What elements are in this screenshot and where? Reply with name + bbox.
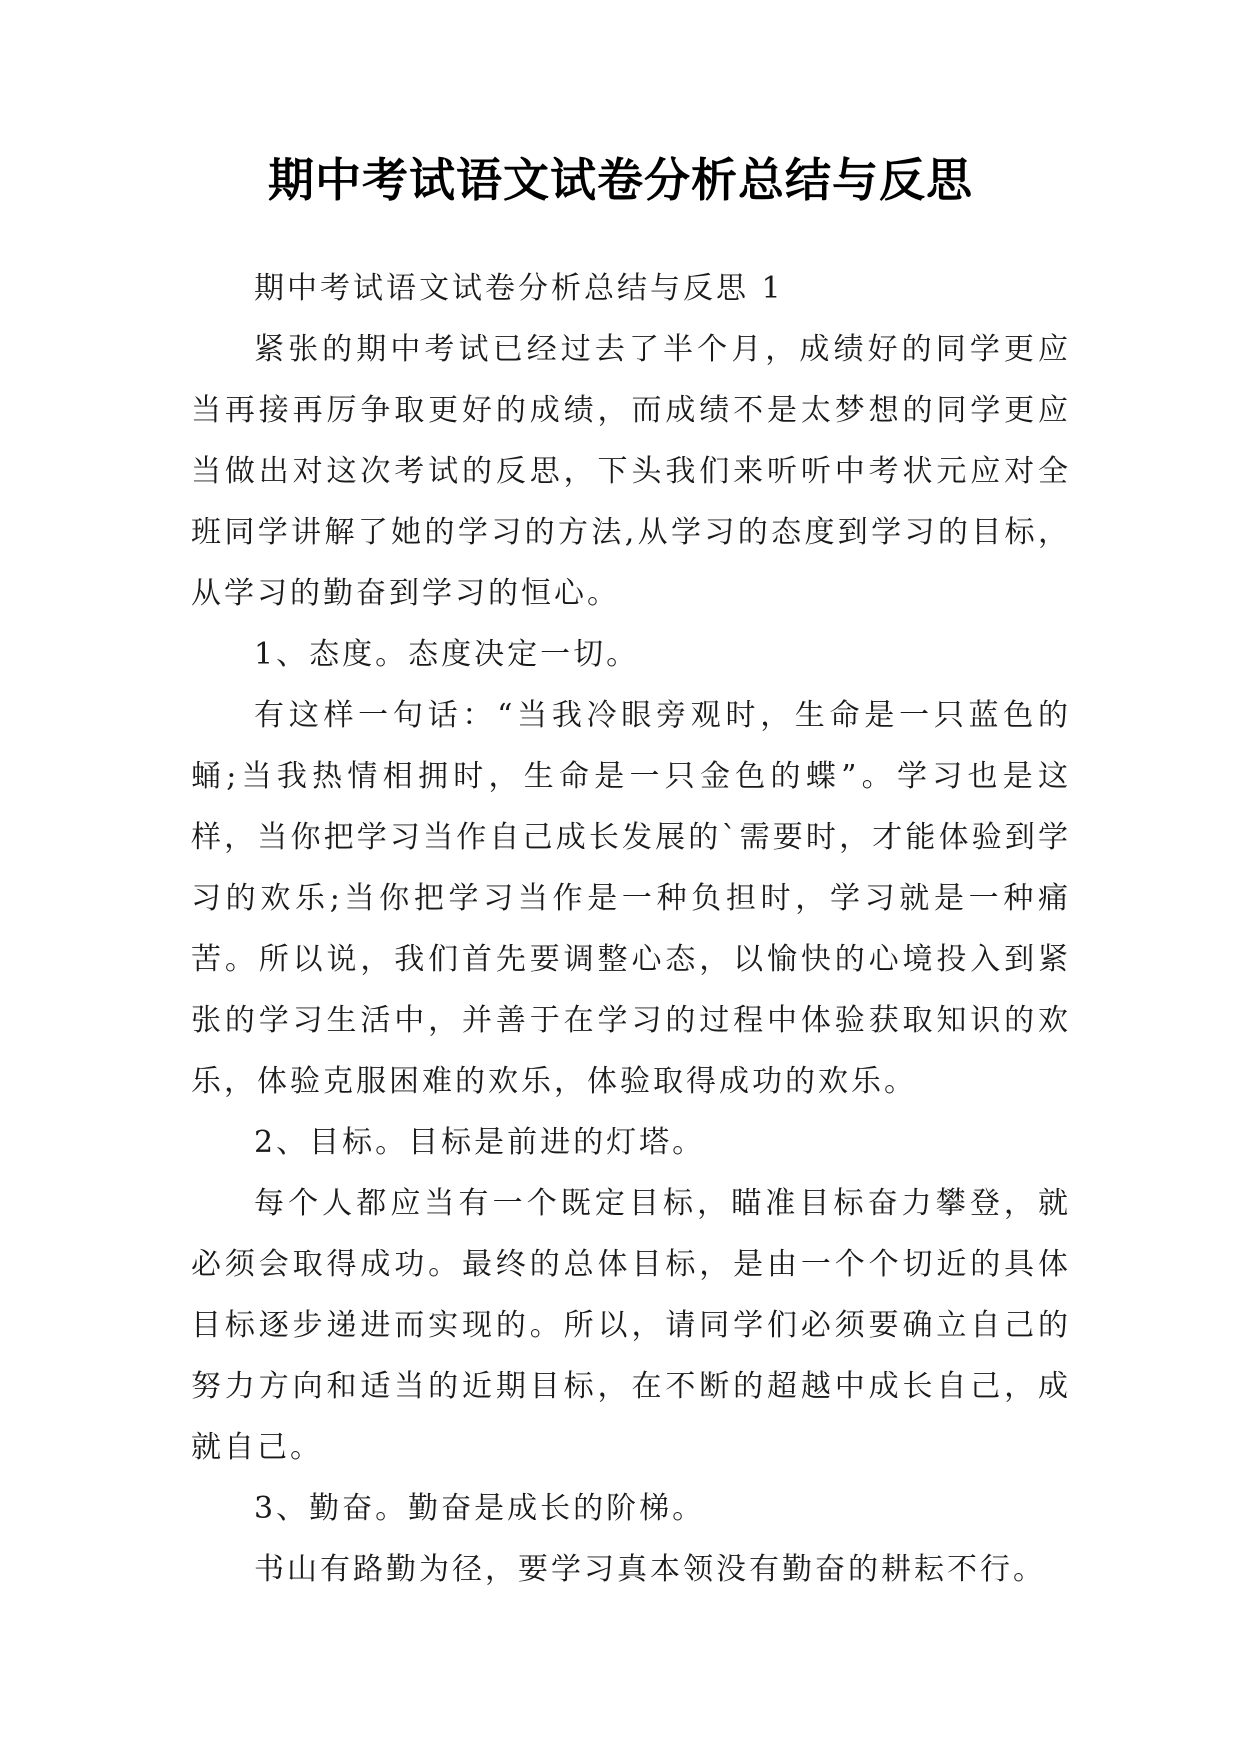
paragraph-intro: 紧张的期中考试已经过去了半个月，成绩好的同学更应当再接再厉争取更好的成绩，而成绩不是太梦想的同学更应当做出对这次考试的反思，下头我们来听听中考状元应对全班同学讲解了她的学习的方法,从学习的态度到学习的目标，从学习的勤奋到学习的恒心。: [191, 332, 1071, 611]
document-body: [191, 258, 1071, 1600]
paragraph-subtitle: 期中考试语文试卷分析总结与反思 1: [254, 271, 784, 306]
section-heading-attitude: 1、态度。态度决定一切。: [254, 637, 640, 672]
document-title: 期中考试语文试卷分析总结与反思: [268, 153, 973, 207]
section-heading-goal: 2、目标。目标是前进的灯塔。: [254, 1125, 706, 1160]
section-heading-diligence: 3、勤奋。勤奋是成长的阶梯。: [254, 1491, 706, 1526]
paragraph-goal: 每个人都应当有一个既定目标，瞄准目标奋力攀登，就必须会取得成功。最终的总体目标，是由一个个切近的具体目标逐步递进而实现的。所以，请同学们必须要确立自己的努力方向和适当的近期目标，在不断的超越中成长自己，成就自己。: [191, 1186, 1071, 1465]
paragraph-attitude: 有这样一句话：“当我冷眼旁观时，生命是一只蓝色的蛹;当我热情相拥时，生命是一只金色的蝶”。学习也是这样，当你把学习当作自己成长发展的`需要时，才能体验到学习的欢乐;当你把学习当作是一种负担时，学习就是一种痛苦。所以说，我们首先要调整心态，以愉快的心境投入到紧张的学习生活中，并善于在学习的过程中体验获取知识的欢乐，体验克服困难的欢乐，体验取得成功的欢乐。: [191, 698, 1071, 1099]
paragraph-diligence: 书山有路勤为径，要学习真本领没有勤奋的耕耘不行。: [254, 1552, 1046, 1587]
